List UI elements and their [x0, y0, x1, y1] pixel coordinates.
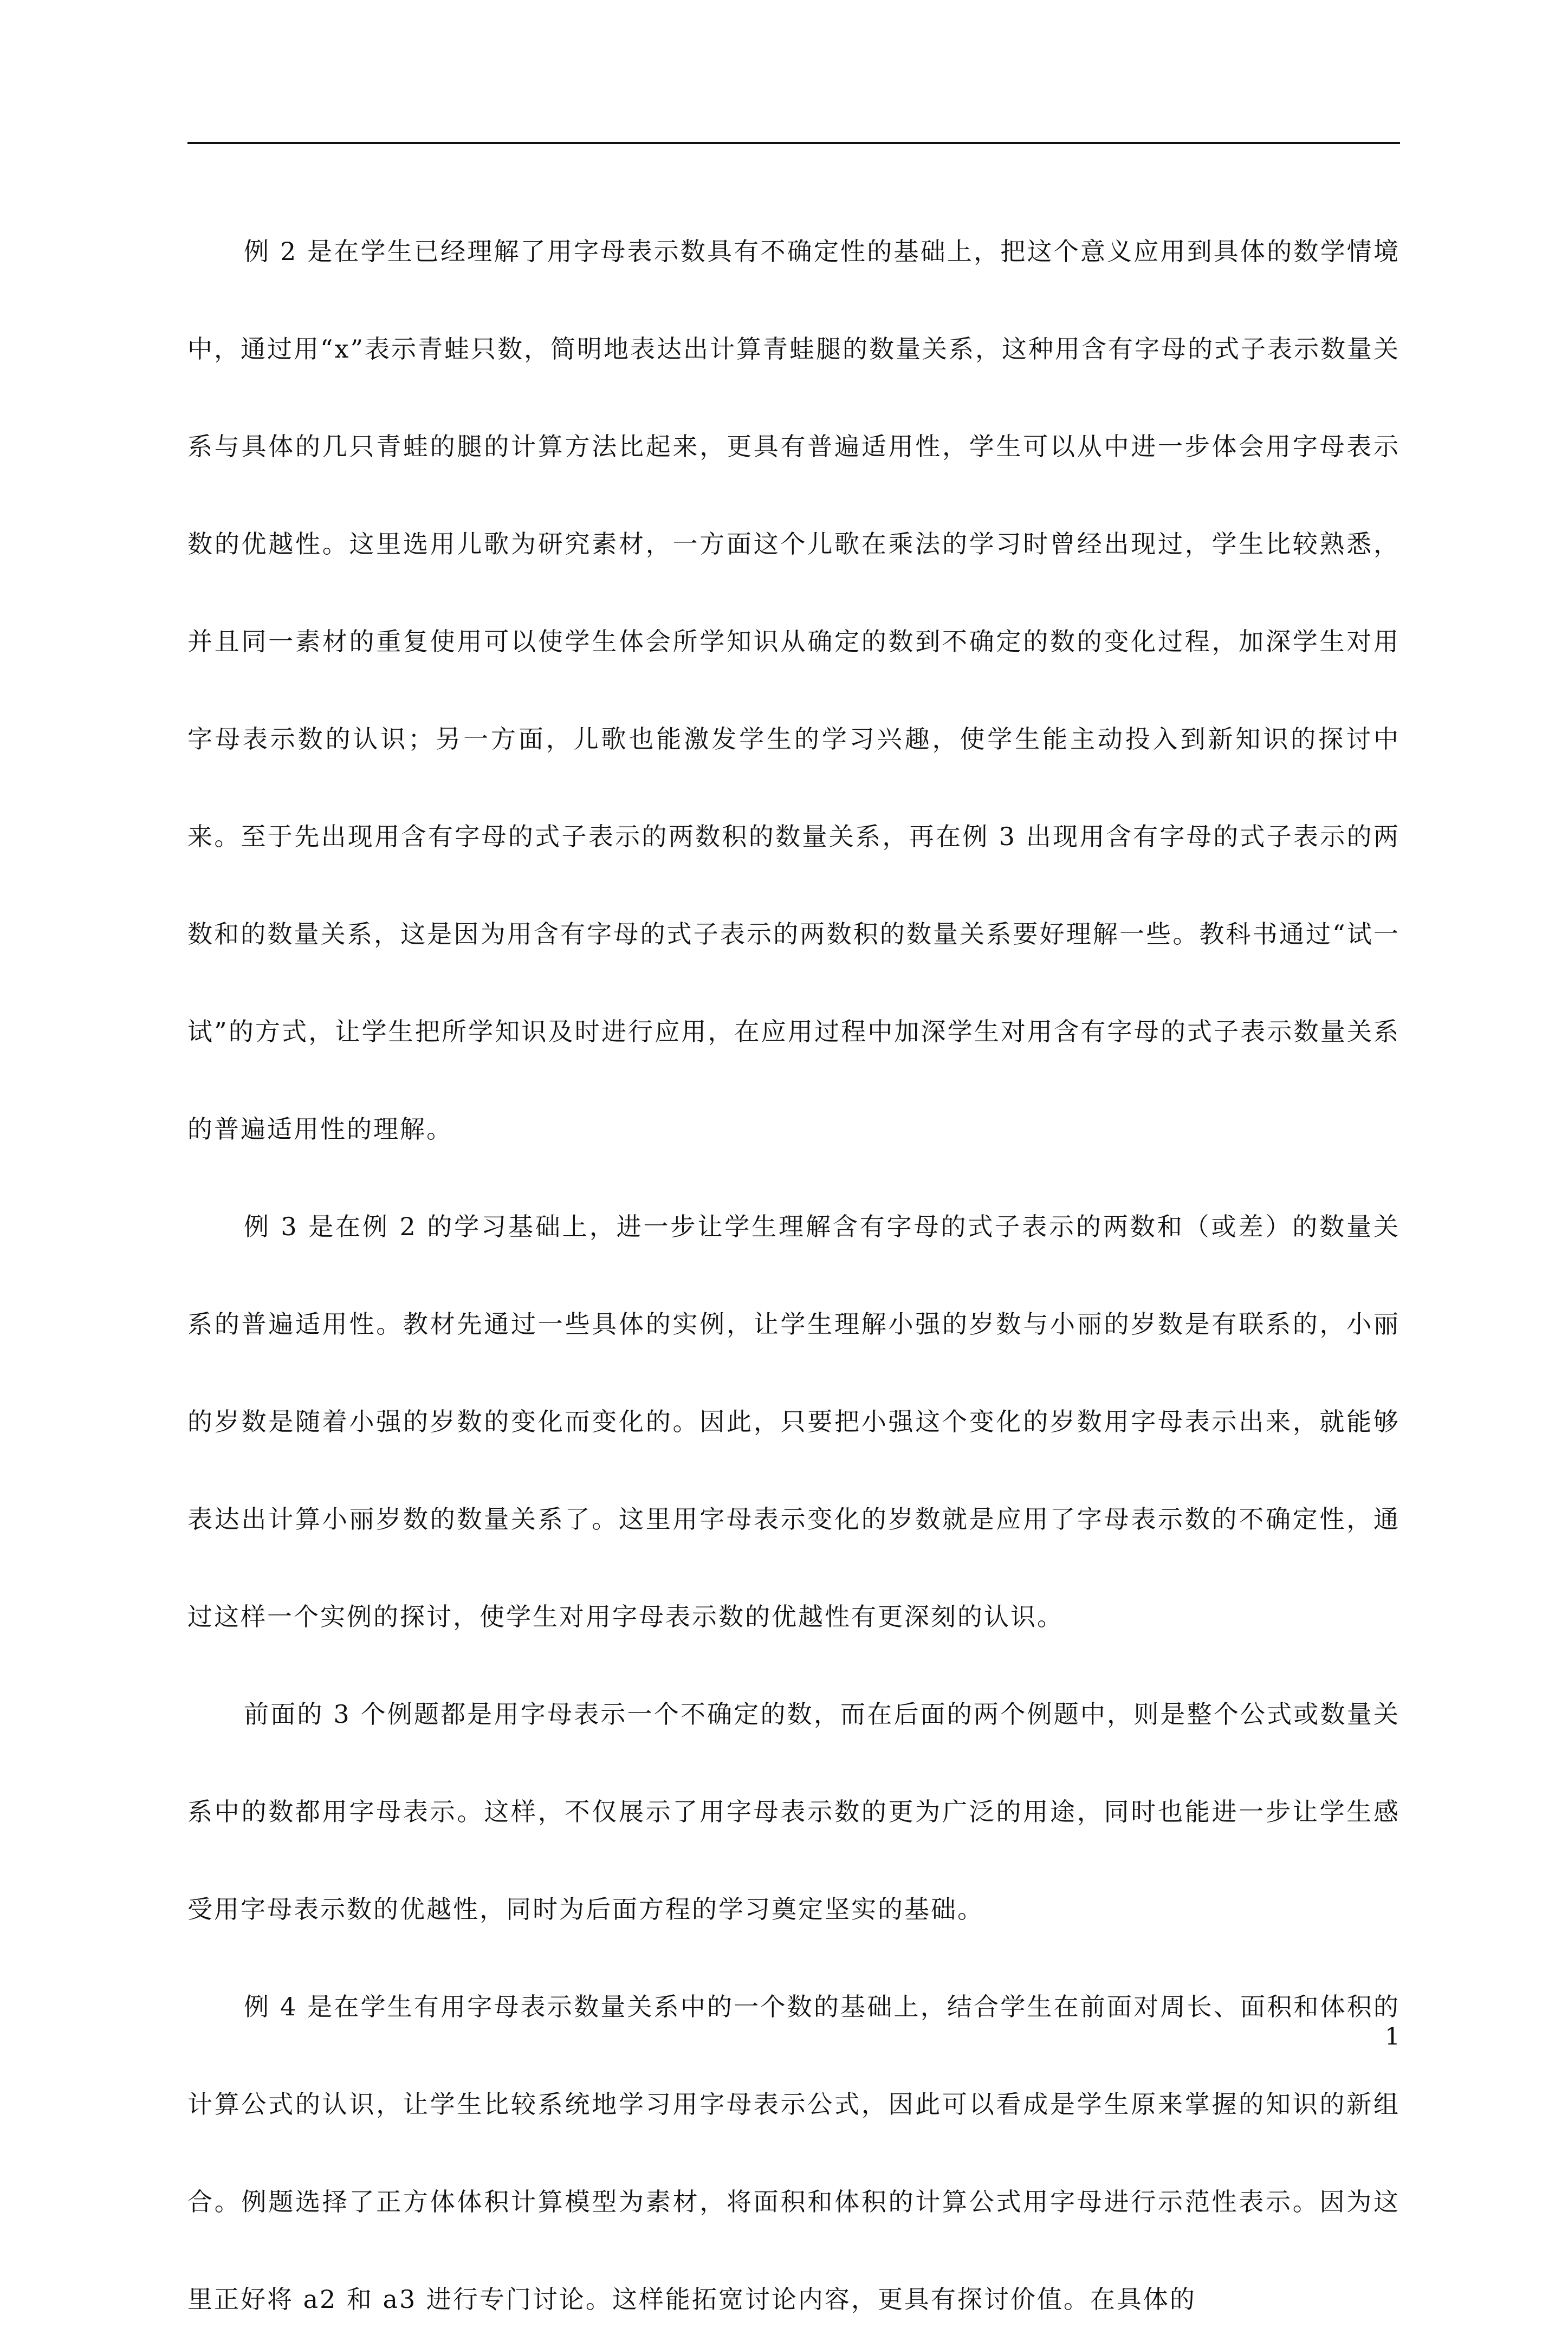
paragraph-example-3: 例 3 是在例 2 的学习基础上，进一步让学生理解含有字母的式子表示的两数和（或差）的数量关系的普遍适用性。教材先通过一些具体的实例，让学生理解小强的岁数与小丽的岁数是有联系的，小丽的岁数是随着小强的岁数的变化而变化的。因此，只要把小强这个变化的岁数用字母表示出来，就能够表达出计算小丽岁数的数量关系了。这里用字母表示变化的岁数就是应用了字母表示数的不确定性，通过这样一个实例的探讨，使学生对用字母表示数的优越性有更深刻的认识。: [187, 1212, 1400, 1631]
page-number: 1: [1385, 2023, 1400, 2051]
header-rule: [187, 142, 1400, 144]
paragraph-example-4: 例 4 是在学生有用字母表示数量关系中的一个数的基础上，结合学生在前面对周长、面积和体积的计算公式的认识，让学生比较系统地学习用字母表示公式，因此可以看成是学生原来掌握的知识的新组合。例题选择了正方体体积计算模型为素材，将面积和体积的计算公式用字母进行示范性表示。因为这里正好将 a2 和 a3 进行专门讨论。这样能拓宽讨论内容，更具有探讨价值。在具体的: [187, 1992, 1400, 2314]
body-text: [187, 203, 1400, 2348]
paragraph-example-2: 例 2 是在学生已经理解了用字母表示数具有不确定性的基础上，把这个意义应用到具体的数学情境中，通过用“x”表示青蛙只数，简明地表达出计算青蛙腿的数量关系，这种用含有字母的式子表示数量关系与具体的几只青蛙的腿的计算方法比起来，更具有普遍适用性，学生可以从中进一步体会用字母表示数的优越性。这里选用儿歌为研究素材，一方面这个儿歌在乘法的学习时曾经出现过，学生比较熟悉，并且同一素材的重复使用可以使学生体会所学知识从确定的数到不确定的数的变化过程，加深学生对用字母表示数的认识；另一方面，儿歌也能激发学生的学习兴趣，使学生能主动投入到新知识的探讨中来。至于先出现用含有字母的式子表示的两数积的数量关系，再在例 3 出现用含有字母的式子表示的两数和的数量关系，这是因为用含有字母的式子表示的两数积的数量关系要好理解一些。教科书通过“试一试”的方式，让学生把所学知识及时进行应用，在应用过程中加深学生对用含有字母的式子表示数量关系的普遍适用性的理解。: [187, 237, 1400, 1144]
paragraph-transition: 前面的 3 个例题都是用字母表示一个不确定的数，而在后面的两个例题中，则是整个公式或数量关系中的数都用字母表示。这样，不仅展示了用字母表示数的更为广泛的用途，同时也能进一步让学生感受用字母表示数的优越性，同时为后面方程的学习奠定坚实的基础。: [187, 1700, 1400, 1924]
